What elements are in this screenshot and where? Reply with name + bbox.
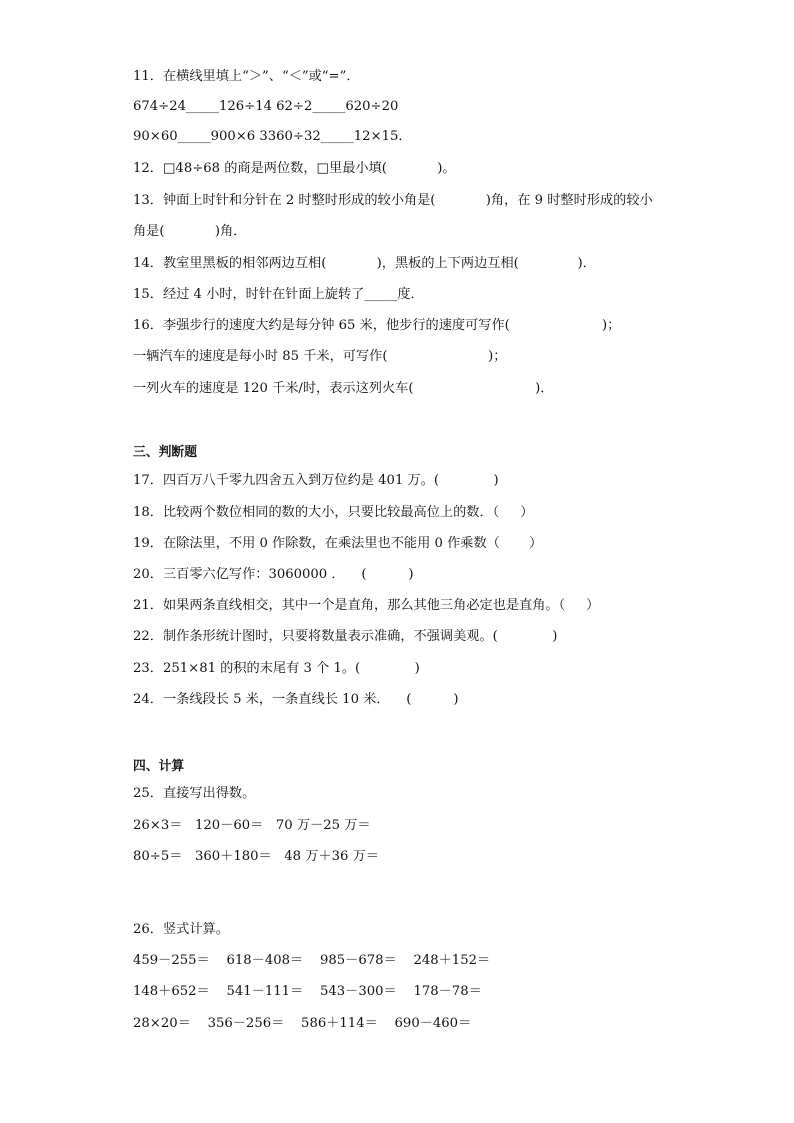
q16-line-3: 一列火车的速度是 120 千米/时，表示这列火车( )． xyxy=(133,381,554,396)
q17: 17．四百万八千零九四舍五入到万位约是 401 万。( ) xyxy=(133,473,499,488)
q26-row-3: 28×20＝ 356－256＝ 586＋114＝ 690－460＝ xyxy=(133,1016,472,1031)
q11-prompt: 11．在横线里填上“＞”、“＜”或“=”． xyxy=(133,69,360,84)
q18: 18．比较两个数位相同的数的大小，只要比较最高位上的数．（ ） xyxy=(133,505,534,520)
q26: 26．竖式计算。 xyxy=(133,922,229,937)
q12: 12．□48÷68 的商是两位数，□里最小填( )。 xyxy=(133,161,456,176)
q11-row-2: 90×60_____900×6 3360÷32_____12×15． xyxy=(133,129,412,144)
q23: 23．251×81 的积的末尾有 3 个 1。( ) xyxy=(133,661,420,676)
section-heading-calc: 四、计算 xyxy=(133,759,185,774)
q13-line-1: 13．钟面上时针和分针在 2 时整时形成的较小角是( )角，在 9 时整时形成的较小 xyxy=(133,193,653,208)
q14: 14．教室里黑板的相邻两边互相( )，黑板的上下两边互相( )． xyxy=(133,256,596,271)
q21: 21．如果两条直线相交，其中一个是直角，那么其他三角必定也是直角。（ ） xyxy=(133,598,600,613)
q22: 22．制作条形统计图时，只要将数量表示准确，不强调美观。( ) xyxy=(133,629,558,644)
q25-row-2: 80÷5＝ 360＋180＝ 48 万＋36 万＝ xyxy=(133,849,379,864)
q24: 24．一条线段长 5 米，一条直线长 10 米． ( ) xyxy=(133,692,459,707)
q25: 25．直接写出得数。 xyxy=(133,786,256,801)
q26-row-2: 148＋652＝ 541－111＝ 543－300＝ 178－78＝ xyxy=(133,984,482,999)
q20: 20．三百零六亿写作：3060000 ． ( ) xyxy=(133,567,414,582)
q16-line-2: 一辆汽车的速度是每小时 85 千米，可写作( )； xyxy=(133,349,507,364)
q15: 15．经过 4 小时，时针在针面上旋转了_____度． xyxy=(133,287,424,302)
q11-row-1: 674÷24_____126÷14 62÷2_____620÷20 xyxy=(133,99,399,114)
q26-row-1: 459－255＝ 618－408＝ 985－678＝ 248＋152＝ xyxy=(133,953,491,968)
section-heading-judge: 三、判断题 xyxy=(133,445,197,460)
q25-row-1: 26×3＝ 120－60＝ 70 万－25 万＝ xyxy=(133,818,371,833)
q13-line-2: 角是( )角． xyxy=(133,224,247,239)
q16-line-1: 16．李强步行的速度大约是每分钟 65 米，他步行的速度可写作( )； xyxy=(133,318,621,333)
q19: 19．在除法里，不用 0 作除数，在乘法里也不能用 0 作乘数（ ） xyxy=(133,536,543,551)
